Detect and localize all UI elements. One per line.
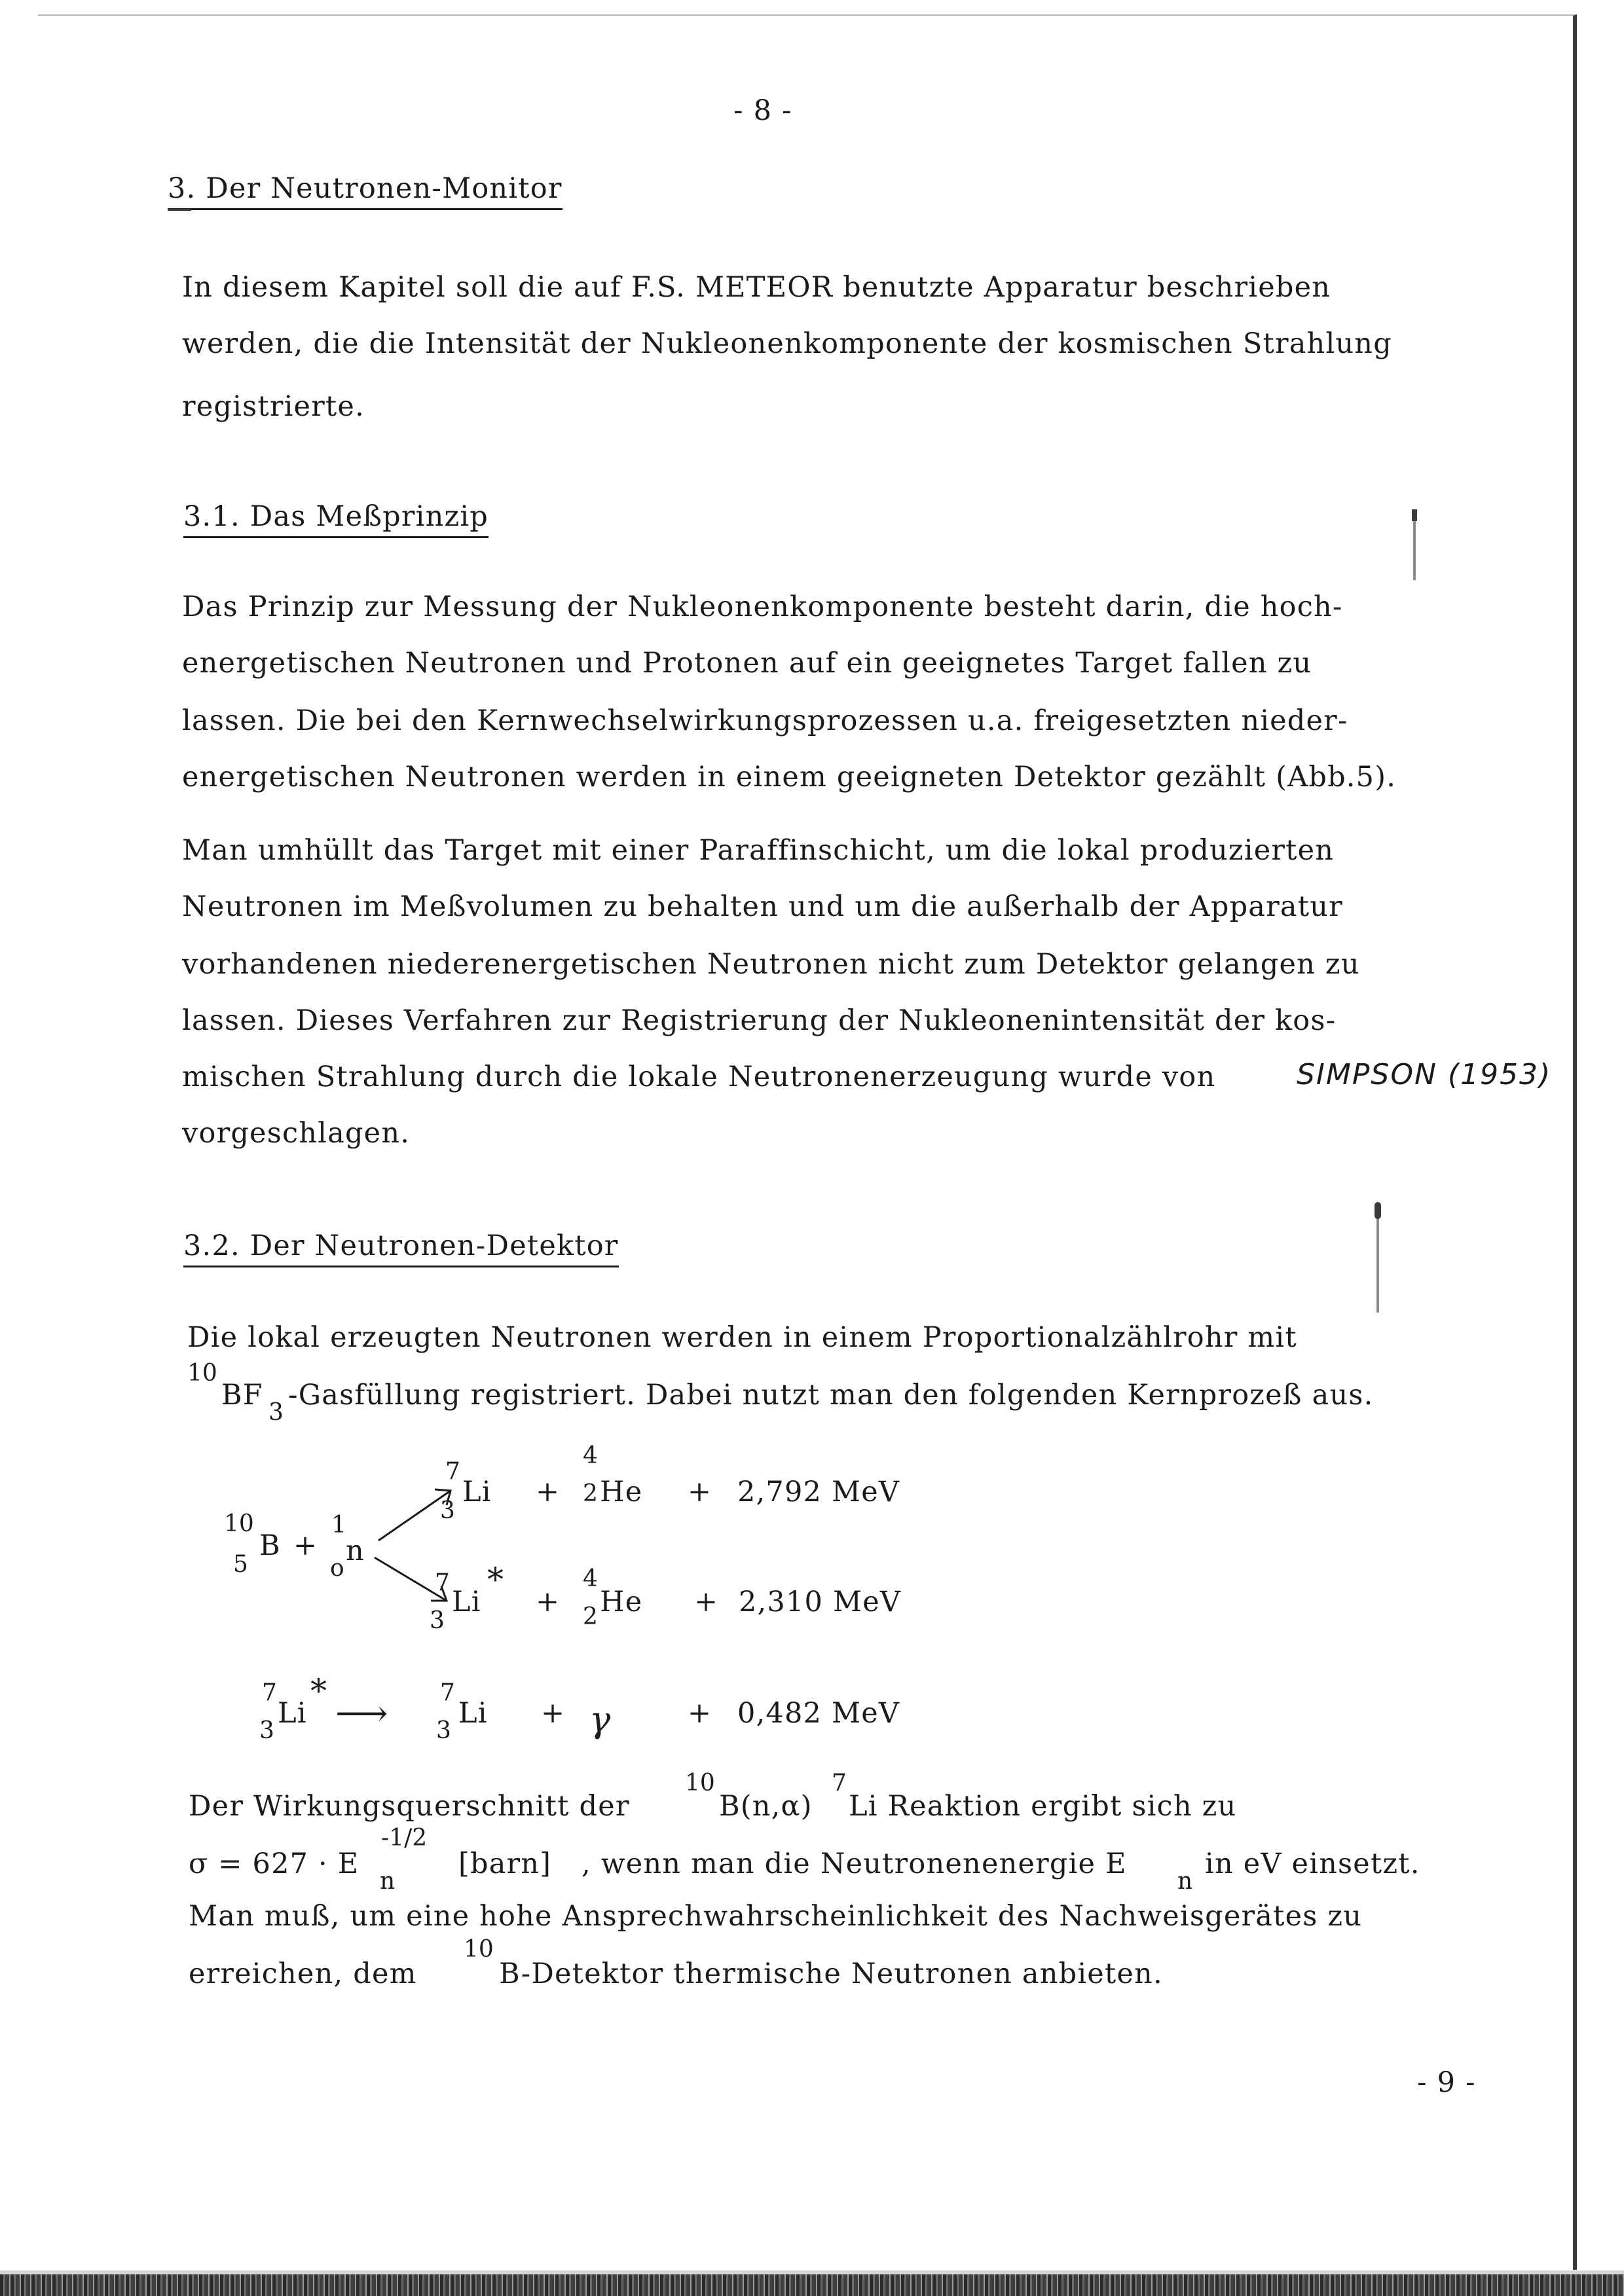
decay-plus-1: + bbox=[541, 1697, 566, 1730]
branch1-plus-2: + bbox=[688, 1476, 712, 1508]
para2-line-2: Neutronen im Meßvolumen zu behalten und um die außerhalb der Apparatur bbox=[182, 890, 1343, 923]
cross-section-unit: [barn] bbox=[458, 1848, 552, 1880]
reactant-plus: + bbox=[293, 1529, 318, 1562]
scan-edge-highlight bbox=[0, 2270, 1624, 2274]
decay-gamma: γ bbox=[589, 1699, 612, 1740]
final-line-1: Man muß, um eine hohe Ansprechwahrscheinlichkeit des Nachweisgerätes zu bbox=[189, 1900, 1363, 1933]
decay-listar-symbol: Li bbox=[278, 1697, 307, 1730]
branch2-plus-2: + bbox=[694, 1586, 719, 1618]
final-line-2b: B-Detektor thermische Neutronen anbieten. bbox=[499, 1958, 1163, 1990]
b10-symbol: B bbox=[259, 1529, 281, 1562]
para1-line-3: lassen. Die bei den Kernwechselwirkungsprozessen u.a. freigesetzten nieder- bbox=[182, 704, 1348, 737]
cross-section-b-sup: 10 bbox=[685, 1770, 715, 1796]
para1-line-4: energetischen Neutronen werden in einem geeigneten Detektor gezählt (Abb.5). bbox=[182, 761, 1397, 793]
neutron-charge: o bbox=[330, 1555, 344, 1582]
neutron-mass: 1 bbox=[331, 1512, 346, 1539]
decay-li-mass: 7 bbox=[440, 1679, 455, 1706]
decay-li-charge: 3 bbox=[436, 1717, 451, 1744]
heading-underline-extension bbox=[168, 209, 191, 211]
b10-mass: 10 bbox=[224, 1510, 254, 1537]
neutron-symbol: n bbox=[346, 1535, 365, 1567]
para2-line-6: vorgeschlagen. bbox=[182, 1117, 411, 1150]
cross-section-formula: σ = 627 · E bbox=[189, 1848, 360, 1880]
margin-mark-2-dot bbox=[1375, 1202, 1381, 1219]
para1-line-1: Das Prinzip zur Messung der Nukleonenkomponente besteht darin, die hoch- bbox=[182, 591, 1343, 623]
branch2-li-mass: 7 bbox=[435, 1569, 450, 1596]
bf3-subscript: 3 bbox=[268, 1399, 284, 1426]
cross-section-reaction: B(n,α) bbox=[719, 1790, 813, 1823]
decay-listar-charge: 3 bbox=[259, 1717, 274, 1744]
cross-section-line-1c: Li Reaktion ergibt sich zu bbox=[849, 1790, 1237, 1823]
branch1-he-charge: 2 bbox=[583, 1480, 598, 1507]
para2-line-4: lassen. Dieses Verfahren zur Registrierung der Nukleonenintensität der kos- bbox=[182, 1004, 1337, 1037]
branch2-he-mass: 4 bbox=[583, 1565, 598, 1592]
decay-energy: 0,482 MeV bbox=[737, 1697, 900, 1730]
handwritten-reference: SIMPSON (1953) bbox=[1297, 1058, 1552, 1091]
page-number-bottom: - 9 - bbox=[1417, 2066, 1476, 2099]
bf3-mass-number: 10 bbox=[187, 1360, 217, 1387]
branch1-li-symbol: Li bbox=[462, 1476, 492, 1508]
b10-charge: 5 bbox=[233, 1551, 248, 1578]
detector-line-1: Die lokal erzeugten Neutronen werden in einem Proportionalzählrohr mit bbox=[187, 1321, 1297, 1354]
section-3-1-heading: 3.1. Das Meßprinzip bbox=[183, 503, 489, 538]
bf3-symbol: BF bbox=[221, 1379, 263, 1412]
cross-section-line-1a: Der Wirkungsquerschnitt der bbox=[189, 1790, 630, 1823]
cross-section-line-2-end: in eV einsetzt. bbox=[1205, 1848, 1420, 1880]
margin-mark-2 bbox=[1376, 1205, 1379, 1313]
margin-mark-1-dot bbox=[1412, 509, 1417, 521]
branch2-li-symbol: Li bbox=[452, 1586, 481, 1618]
cross-section-en-sub-2: n bbox=[1177, 1868, 1193, 1895]
detector-line-2: -Gasfüllung registriert. Dabei nutzt man den folgenden Kernprozeß aus. bbox=[288, 1379, 1374, 1412]
intro-line-1: In diesem Kapitel soll die auf F.S. METEOR benutzte Apparatur beschrieben bbox=[182, 271, 1331, 304]
branch2-li-star: * bbox=[487, 1561, 505, 1599]
decay-listar-mass: 7 bbox=[262, 1679, 277, 1706]
branch2-he-charge: 2 bbox=[583, 1603, 598, 1630]
branch1-he-symbol: He bbox=[600, 1476, 643, 1508]
para2-line-5: mischen Strahlung durch die lokale Neutronenerzeugung wurde von bbox=[182, 1061, 1216, 1093]
section-3-2-heading: 3.2. Der Neutronen-Detektor bbox=[183, 1232, 619, 1267]
decay-li-symbol: Li bbox=[458, 1697, 488, 1730]
page-number-top: - 8 - bbox=[733, 94, 792, 127]
cross-section-li-sup: 7 bbox=[832, 1770, 847, 1796]
final-b10-sup: 10 bbox=[464, 1936, 494, 1963]
para1-line-2: energetischen Neutronen und Protonen auf ein geeignetes Target fallen zu bbox=[182, 647, 1312, 680]
branch1-energy: 2,792 MeV bbox=[737, 1476, 900, 1508]
branch1-li-mass: 7 bbox=[445, 1458, 460, 1485]
decay-plus-2: + bbox=[688, 1697, 712, 1730]
decay-listar-star: * bbox=[310, 1672, 328, 1710]
branch2-energy: 2,310 MeV bbox=[739, 1586, 902, 1618]
cross-section-line-2: , wenn man die Neutronenenergie E bbox=[581, 1848, 1127, 1880]
intro-line-3: registrierte. bbox=[182, 390, 365, 423]
branch2-li-charge: 3 bbox=[430, 1607, 445, 1634]
branch1-li-charge: 3 bbox=[440, 1497, 455, 1524]
final-line-2a: erreichen, dem bbox=[189, 1958, 417, 1990]
decay-arrow: ⟶ bbox=[335, 1692, 389, 1735]
section-3-heading: 3. Der Neutronen-Monitor bbox=[168, 175, 563, 210]
para2-line-3: vorhandenen niederenergetischen Neutronen nicht zum Detektor gelangen zu bbox=[182, 948, 1360, 981]
para2-line-1: Man umhüllt das Target mit einer Paraffinschicht, um die lokal produzierten bbox=[182, 834, 1335, 867]
branch2-he-symbol: He bbox=[600, 1586, 643, 1618]
branch1-he-mass: 4 bbox=[583, 1442, 598, 1469]
branch1-plus-1: + bbox=[536, 1476, 561, 1508]
cross-section-exponent: -1/2 bbox=[381, 1825, 428, 1851]
intro-line-2: werden, die die Intensität der Nukleonenkomponente der kosmischen Strahlung bbox=[182, 327, 1392, 360]
branch2-plus-1: + bbox=[536, 1586, 561, 1618]
cross-section-en-sub: n bbox=[380, 1868, 396, 1895]
